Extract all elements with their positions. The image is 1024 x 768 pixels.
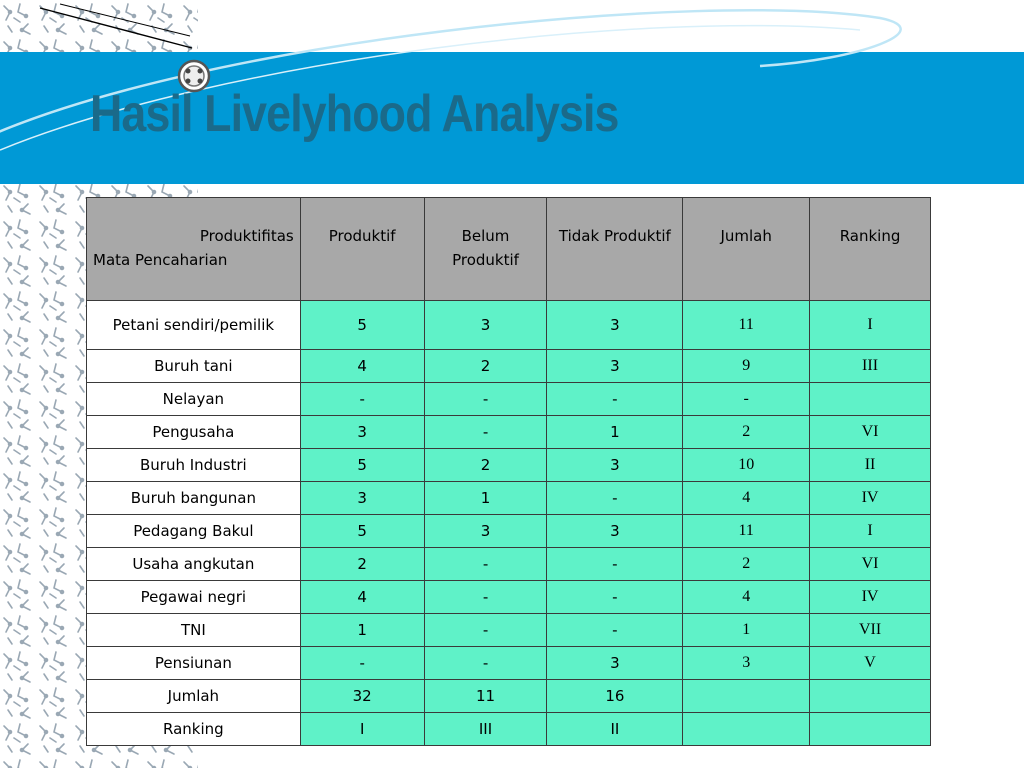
cell: 2 bbox=[683, 416, 810, 449]
header-corner bbox=[87, 198, 301, 301]
cell: I bbox=[810, 301, 931, 350]
row-label: Pedagang Bakul bbox=[87, 515, 301, 548]
cell: 4 bbox=[683, 581, 810, 614]
column-header: Produktif bbox=[300, 198, 424, 301]
cell: 3 bbox=[424, 515, 547, 548]
row-label: Usaha angkutan bbox=[87, 548, 301, 581]
table-row bbox=[87, 647, 931, 680]
cell: 4 bbox=[683, 482, 810, 515]
row-label: Petani sendiri/pemilik bbox=[87, 301, 301, 350]
cell: 1 bbox=[424, 482, 547, 515]
table-row bbox=[87, 350, 931, 383]
page-title: Hasil Livelyhood Analysis bbox=[90, 85, 619, 143]
cell: 2 bbox=[683, 548, 810, 581]
cell: - bbox=[547, 581, 683, 614]
row-label: Buruh Industri bbox=[87, 449, 301, 482]
column-header: Ranking bbox=[810, 198, 931, 301]
column-header: Jumlah bbox=[683, 198, 810, 301]
table-row bbox=[87, 713, 931, 746]
cell: V bbox=[810, 647, 931, 680]
cell bbox=[810, 680, 931, 713]
cell: - bbox=[424, 548, 547, 581]
row-label: TNI bbox=[87, 614, 301, 647]
row-label: Ranking bbox=[87, 713, 301, 746]
cell: 5 bbox=[300, 515, 424, 548]
cell: IV bbox=[810, 581, 931, 614]
table-header-row bbox=[87, 198, 931, 301]
cell bbox=[683, 713, 810, 746]
cell: 3 bbox=[300, 482, 424, 515]
cell bbox=[683, 680, 810, 713]
cell: 3 bbox=[547, 647, 683, 680]
cell: - bbox=[424, 416, 547, 449]
cell: 9 bbox=[683, 350, 810, 383]
table-row bbox=[87, 383, 931, 416]
row-label: Nelayan bbox=[87, 383, 301, 416]
table-row bbox=[87, 680, 931, 713]
cell: - bbox=[547, 383, 683, 416]
cell: 5 bbox=[300, 449, 424, 482]
cell: - bbox=[547, 548, 683, 581]
table-row bbox=[87, 515, 931, 548]
cell: VI bbox=[810, 416, 931, 449]
cell: VI bbox=[810, 548, 931, 581]
cell: IV bbox=[810, 482, 931, 515]
row-label: Jumlah bbox=[87, 680, 301, 713]
header-corner-bottom: Mata Pencaharian bbox=[93, 251, 228, 269]
table-row bbox=[87, 581, 931, 614]
column-header: Tidak Produktif bbox=[547, 198, 683, 301]
cell: - bbox=[300, 647, 424, 680]
column-header: Belum Produktif bbox=[424, 198, 547, 301]
cell: - bbox=[300, 383, 424, 416]
cell: VII bbox=[810, 614, 931, 647]
cell: 4 bbox=[300, 581, 424, 614]
cell: 2 bbox=[424, 449, 547, 482]
cell: - bbox=[424, 647, 547, 680]
cell bbox=[810, 383, 931, 416]
table-row bbox=[87, 416, 931, 449]
table-row bbox=[87, 548, 931, 581]
cell: 11 bbox=[683, 301, 810, 350]
cell: I bbox=[810, 515, 931, 548]
cell: III bbox=[424, 713, 547, 746]
table-row bbox=[87, 614, 931, 647]
cell: I bbox=[300, 713, 424, 746]
cell: II bbox=[810, 449, 931, 482]
row-label: Pegawai negri bbox=[87, 581, 301, 614]
cell: 32 bbox=[300, 680, 424, 713]
row-label: Buruh tani bbox=[87, 350, 301, 383]
header-corner-top: Produktifitas bbox=[199, 227, 294, 245]
cell: 11 bbox=[683, 515, 810, 548]
cell: 2 bbox=[424, 350, 547, 383]
cell: 5 bbox=[300, 301, 424, 350]
row-label: Pengusaha bbox=[87, 416, 301, 449]
cell: 10 bbox=[683, 449, 810, 482]
cell: 3 bbox=[547, 350, 683, 383]
cell: 4 bbox=[300, 350, 424, 383]
table-row bbox=[87, 449, 931, 482]
cell: 3 bbox=[547, 515, 683, 548]
cell: - bbox=[424, 614, 547, 647]
livelihood-table bbox=[86, 197, 931, 746]
cell: 3 bbox=[683, 647, 810, 680]
cell: - bbox=[424, 581, 547, 614]
cell: 3 bbox=[424, 301, 547, 350]
cell: 1 bbox=[547, 416, 683, 449]
cell: - bbox=[683, 383, 810, 416]
cell: - bbox=[547, 482, 683, 515]
cell: III bbox=[810, 350, 931, 383]
cell: 3 bbox=[300, 416, 424, 449]
row-label: Buruh bangunan bbox=[87, 482, 301, 515]
cell: 3 bbox=[547, 301, 683, 350]
cell: 2 bbox=[300, 548, 424, 581]
cell bbox=[810, 713, 931, 746]
cell: 1 bbox=[683, 614, 810, 647]
cell: - bbox=[424, 383, 547, 416]
table-row bbox=[87, 482, 931, 515]
cell: 3 bbox=[547, 449, 683, 482]
row-label: Pensiunan bbox=[87, 647, 301, 680]
cell: 16 bbox=[547, 680, 683, 713]
cell: II bbox=[547, 713, 683, 746]
table-row bbox=[87, 301, 931, 350]
cell: - bbox=[547, 614, 683, 647]
cell: 1 bbox=[300, 614, 424, 647]
cell: 11 bbox=[424, 680, 547, 713]
